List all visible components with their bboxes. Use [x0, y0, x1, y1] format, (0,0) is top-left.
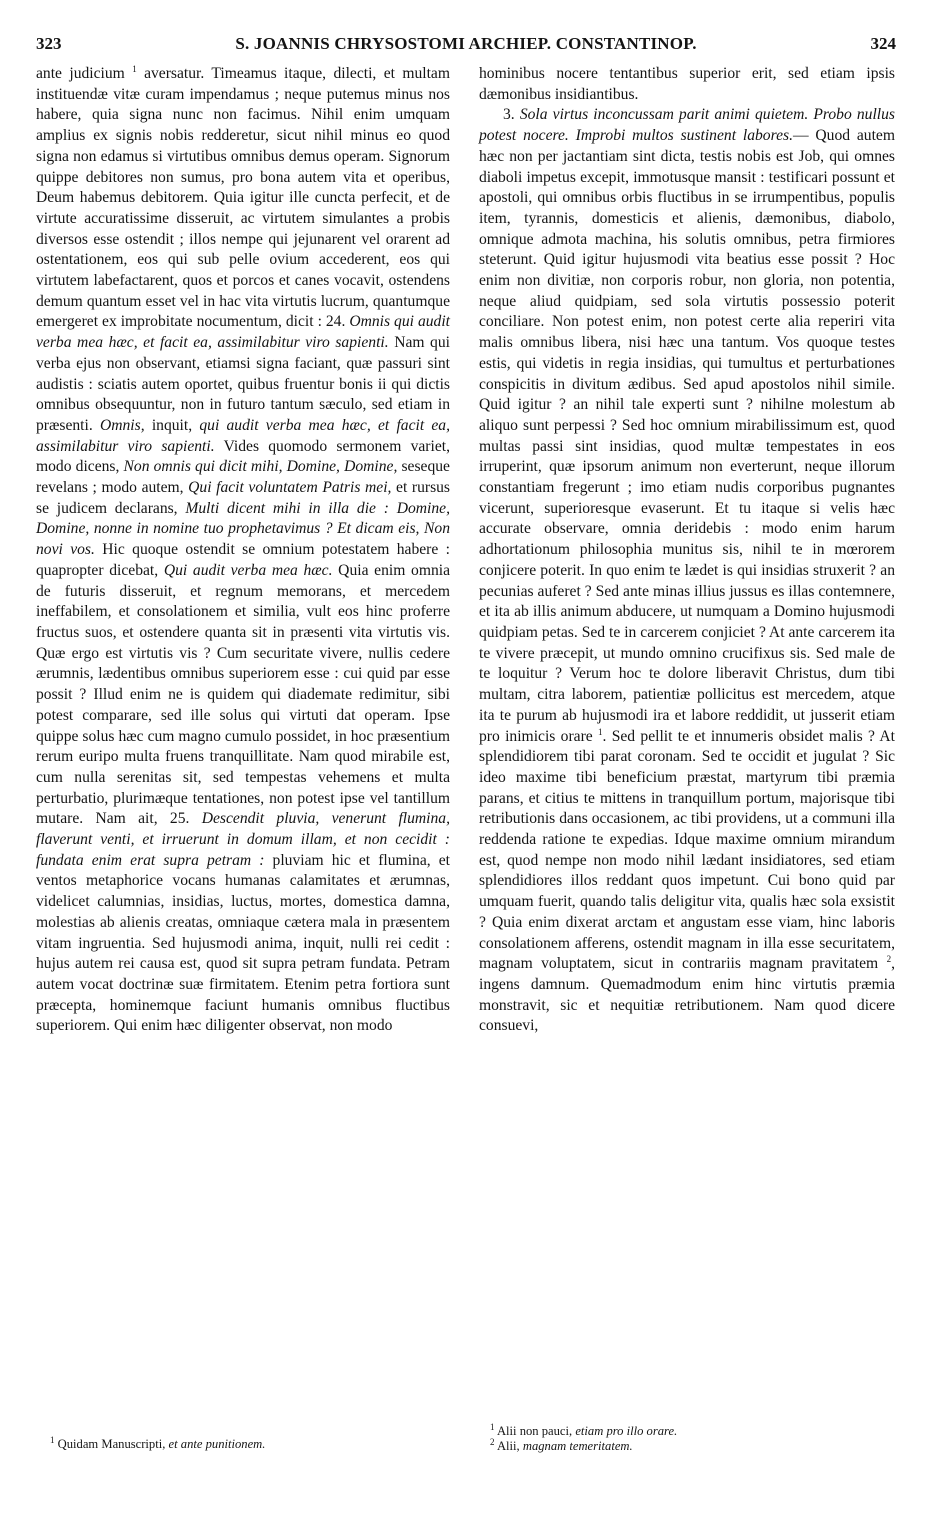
paragraph	[479, 64, 895, 105]
italic-text: Qui audit verba mea hæc.	[163, 561, 333, 579]
footnote-marker: 1	[132, 63, 137, 74]
text-run: Hic quoque ostendit se omnium potestatem habere : quapropter dicebat,	[36, 541, 450, 579]
footnote	[490, 1421, 895, 1439]
text-run: 3.	[503, 106, 520, 124]
text-run: . Sed pellit te et innumeris obsidet malis ? At splendidiorem tibi parat coronam. Sed te occidit et jugulat ? Sic ideo maxime tibi beneficium præstat, martyrum tibi præmia parans, et citius te mittens in tranquillum portum, majorisque tibi retributionis dans occasionem, ac tibi providens, ut a communi illa reddenda ratione te expedias. Idque maxime omnium mirandum est, quod nempe non modo nihil lædant insidiatores, sed etiam splendidiores illos reddant quos impetunt. Cui bono quid par umquam fuerit, quando talis deligitur vita, qualis hæc sola exsistit ? Quia enim dixerat arctam et angustam esse viam, hinc laboris consolationem afferens, ostendit magnam in illa esse securitatem, magnam voluptatem, sicut in contrariis magnam pravitatem	[479, 727, 895, 973]
left-column	[36, 64, 450, 1037]
footnote	[490, 1436, 895, 1454]
text-run: inquit,	[144, 416, 200, 434]
footnote-marker: 1	[490, 1421, 495, 1432]
text-run: Quidam Manuscripti,	[54, 1437, 169, 1451]
footnote-marker: 2	[886, 954, 892, 965]
text-run: Nam qui verba ejus non observant, etiamsi signa faciant, quæ passuri sint audistis : sciatis autem oportet, quibus fruentur bonis ii qui dictis omnibus obsequuntur, non in futuro tantum sæculo, sed etiam in præsenti.	[36, 334, 450, 434]
italic-text: et ante punitionem.	[168, 1437, 266, 1451]
footnote-marker: 2	[490, 1436, 495, 1447]
page-number-right: 324	[870, 34, 896, 53]
text-run: hominibus nocere tentantibus superior erit, sed etiam ipsis dæmonibus insidiantibus.	[479, 65, 895, 103]
text-run: Alii,	[494, 1439, 523, 1453]
footnote-marker: 1	[50, 1434, 55, 1445]
text-run: Quia enim omnia de futuris disseruit, et regnum memorans, et mercedem ineffabilem, et consolationem et similia, vult eos hinc proferre fructus suos, et ostendere quanta sit in præsenti vita virtutis vis. Quæ ergo est virtutis vis ? Cum securitate vivere, nullis cedere ærumnis, lædentibus omnibus superiorem esse : cui quid par esse possit ? Illud enim ne is quidem qui diademate redimitur, sibi potest comparare, sed ille solus qui virtuti dat operam. Ipse quippe solus hæc cum magno cumulo possidet, in hoc præsentium rerum euripo multa fruens tranquillitate. Nam quod mirabile est, cum nulla serenitas sit, sed tempestas vehemens et multa perturbatio, plurimæque tentationes, non potest ipse vel tantillum mutare. Nam ait, 25.	[36, 561, 451, 828]
running-header	[36, 34, 896, 60]
text-run: Vides quomodo sermonem variet, modo dicens,	[36, 437, 450, 476]
italic-text: magnam temeritatem.	[522, 1439, 633, 1453]
text-run: Alii non pauci,	[494, 1424, 576, 1438]
running-title: S. JOANNIS CHRYSOSTOMI ARCHIEP. CONSTANTINOP.	[235, 34, 697, 53]
text-run: et rursus se judicem declarans,	[36, 479, 450, 517]
footnotes-right	[490, 1421, 895, 1454]
italic-text: Descendit pluvia, venerunt flumina, flaverunt venti, et irruerunt in domum illam, et non cecidit : fundata enim erat supra petram :	[36, 810, 450, 869]
italic-text: Non omnis qui dicit mihi, Domine, Domine,	[123, 458, 398, 476]
italic-text: Multi dicent mihi in illa die : Domine, Domine, nonne in nomine tuo prophetavimus ? Et dicam eis, Non novi vos.	[36, 499, 451, 559]
text-run: seseque revelans ; modo autem,	[36, 458, 450, 497]
footnote-marker: 1	[598, 726, 603, 737]
text-run: pluviam hic et flumina, et ventos metaphorice vocans humanas calamitates et ærumnas, videlicet calumnias, insidias, luctus, mortes, domestica damna, molestias ab alienis creatas, omniaque cætera mala in præsentem vitam ingruentia. Sed hujusmodi anima, inquit, nulli rei cedit : hujus autem rei causa est, quod sit supra petram fundata. Petram autem vocat doctrinæ suæ firmitatem. Etenim petra fortiora sunt præcepta, hominemque faciunt humanis omnibus fluctibus superiorem. Qui enim hæc diligenter observat, non modo	[36, 851, 450, 1035]
paragraph	[36, 64, 450, 1037]
footnotes-left	[50, 1434, 450, 1452]
italic-text: Omnis qui audit verba mea hæc, et facit ea, assimilabitur viro sapienti.	[36, 313, 450, 352]
italic-text: qui audit verba mea hæc, et facit ea, assimilabitur viro sapienti.	[36, 416, 450, 455]
right-column	[479, 64, 895, 1037]
italic-text: Sola virtus inconcussam parit animi quietem. Probo nullus potest nocere. Improbi multos sustinent labores.	[479, 106, 896, 145]
page-number-left: 323	[36, 34, 62, 53]
text-run: — Quod autem hæc non per jactantiam sint dicta, testis nobis est Job, qui omnes diaboli impetus excepit, immotusque mansit : testificari possunt et apostoli, qui omnibus orbis fluctibus in se irrumpentibus, populis item, tyrannis, domesticis et alienis, dæmonibus, diabolo, omnique admota machina, his solutis omnibus, petra firmiores steterunt. Quid igitur hujusmodi vita beatius esse possit ? Hoc enim non divitiæ, non corporis robur, non gloria, non potentia, neque aliud quidpiam, sed sola virtutis possessio poterit conciliare. Non potest enim, non potest certe alia reperiri vita malis omnibus libera, nisi hæc una tantum. Vos quoque testes estis, qui videtis in regia insidias, qui tumultus et perturbationes conspicitis in divitum ædibus. Sed apud apostolos nihil simile. Quid igitur ? an nihil tale experti sunt ? nihilne molestum ab aliquo sunt perpessi ? Sed hoc omnium mirabilissimum est, quod multas passi sint insidias, quod multæ tempestates in eos irruperint, quæ ipsorum animum non everterunt, neque illorum constantiam fregerunt ; imo etiam nudis corporibus pugnantes vicerunt, superioresque evaserunt. Et tu itaque si velis hæc accurate observare, omnia deridebis : modo enim harum adhortationum philosophia munitus sis, nihil te in mœrorem conjicere poterit. In quo enim te lædet is qui insidias struxerit ? an pecunias auferet ? Sed ante minas illius jussus es illas contemnere, et ita ab illis animum abducere, ut numquam a Domino hujusmodi quidpiam petas. Sed te in carcerem conjiciet ? At ante carcerem ita te vivere præcepit, ut mundo omnino crucifixus sis. Sed male de te loquitur ? Verum hoc te dolore liberavit Christus, dum tibi multam, citra laborem, patientiæ pollicitus est mercedem, atque ita te purum ab hujusmodi ira et labore reddidit, ut jusserit etiam pro inimicis orare	[479, 127, 895, 745]
italic-text: Omnis,	[99, 416, 145, 434]
paragraph-section-3	[479, 105, 895, 1037]
text-run: ante judicium	[36, 65, 133, 82]
italic-text: etiam pro illo orare.	[575, 1424, 678, 1438]
footnote	[50, 1434, 450, 1452]
text-run: aversatur. Timeamus itaque, dilecti, et multam instituendæ vitæ curam impendamus ; neque putemus minus nos habere, quia signa nunc non facimus. Nihil enim umquam amplius ex signis nobis redderetur, sicut nihil minus eo quod signa non edamus si virtutibus omnibus demus operam. Signorum quippe debitores non sumus, pro bona autem vita et operibus, Deum habemus debitorem. Quia igitur ille cuncta perfecit, et de virtute accuratissime disseruit, ac virtutem simulantes a probis diversos esse ostendit ; illos nempe qui jejunarent vel orarent ad ostentationem, eos qui sub pelle ovium accederent, eos qui virtutem labefactarent, quos et porcos et canes vocavit, ostendens demum quantum esset vel in hac vita virtutis lucrum, quantumque emergeret ex improbitate nocumentum, dicit : 24.	[36, 65, 450, 331]
italic-text: Qui facit voluntatem Patris mei,	[188, 479, 392, 497]
text-run: , ingens damnum. Quemadmodum enim hinc virtutis præmia monstravit, sic et nequitiæ retributionem. Nam quod dicere consuevi,	[479, 955, 895, 1035]
